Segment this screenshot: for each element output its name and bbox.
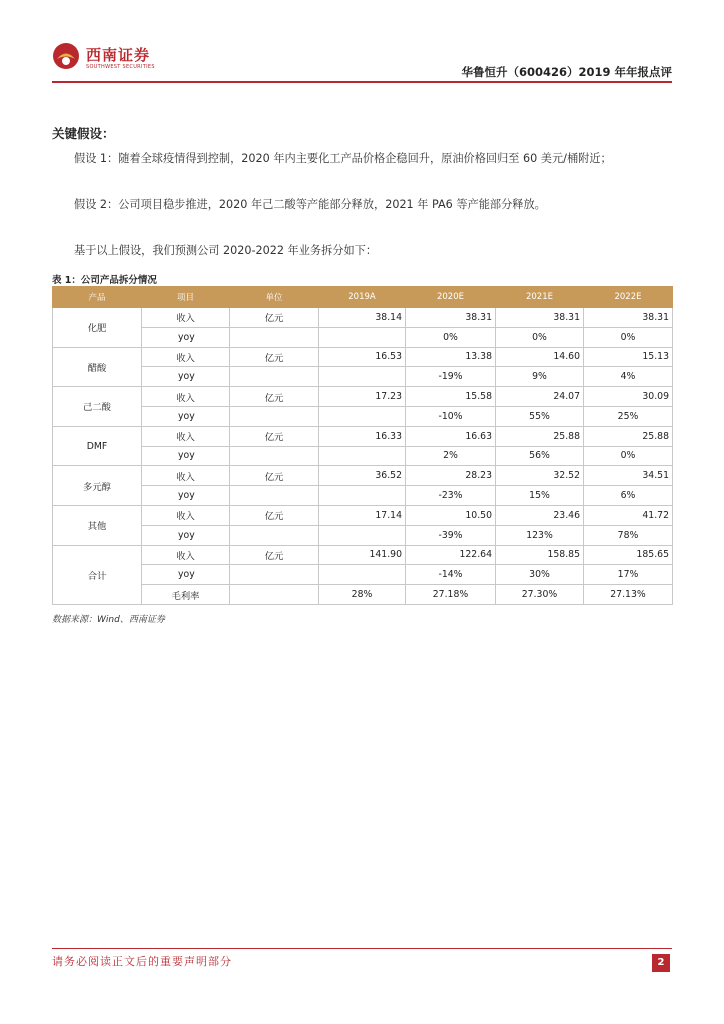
assumption-paragraph-1: 假设 1：随着全球疫情得到控制，2020 年内主要化工产品价格企稳回升，原油价格回归至 60 美元/桶附近； xyxy=(74,152,612,165)
value-cell-y2022: 30.09 xyxy=(584,387,673,407)
table-row xyxy=(53,505,673,525)
value-cell-y2022: 38.31 xyxy=(584,308,673,328)
southwest-securities-logo-icon xyxy=(52,42,80,70)
value-cell-y2019 xyxy=(319,367,406,387)
value-cell-y2019 xyxy=(319,525,406,545)
value-cell-y2020: -10% xyxy=(406,406,496,426)
value-cell-y2021: 15% xyxy=(496,486,584,506)
value-cell-y2020: -19% xyxy=(406,367,496,387)
table-row xyxy=(53,466,673,486)
value-cell-y2022: 0% xyxy=(584,446,673,466)
footer-divider xyxy=(52,948,672,949)
value-cell-y2022: 25% xyxy=(584,406,673,426)
unit-cell xyxy=(230,406,319,426)
table-row xyxy=(53,426,673,446)
item-cell: 收入 xyxy=(142,466,230,486)
value-cell-y2021: 123% xyxy=(496,525,584,545)
header-divider xyxy=(52,81,672,83)
section-heading: 关键假设： xyxy=(52,126,115,141)
value-cell-y2020: 28.23 xyxy=(406,466,496,486)
unit-cell xyxy=(230,585,319,605)
product-cell: 合计 xyxy=(53,545,142,604)
table-title: 表 1：公司产品拆分情况 xyxy=(52,275,157,286)
value-cell-y2020: 38.31 xyxy=(406,308,496,328)
value-cell-y2020: 2% xyxy=(406,446,496,466)
product-cell: 己二酸 xyxy=(53,387,142,427)
forecast-intro-paragraph: 基于以上假设，我们预测公司 2020-2022 年业务拆分如下： xyxy=(74,244,378,257)
value-cell-y2021: 27.30% xyxy=(496,585,584,605)
product-cell: 其他 xyxy=(53,505,142,545)
value-cell-y2019 xyxy=(319,327,406,347)
column-header: 单位 xyxy=(230,287,319,308)
table-header-row xyxy=(53,287,673,308)
item-cell: yoy xyxy=(142,565,230,585)
table-row xyxy=(53,525,673,545)
value-cell-y2019: 28% xyxy=(319,585,406,605)
value-cell-y2019: 38.14 xyxy=(319,308,406,328)
logo-english-name: SOUTHWEST SECURITIES xyxy=(86,64,155,70)
value-cell-y2021: 30% xyxy=(496,565,584,585)
value-cell-y2022: 25.88 xyxy=(584,426,673,446)
unit-cell: 亿元 xyxy=(230,505,319,525)
item-cell: yoy xyxy=(142,486,230,506)
value-cell-y2019: 16.53 xyxy=(319,347,406,367)
product-cell: 醋酸 xyxy=(53,347,142,387)
product-cell: DMF xyxy=(53,426,142,466)
value-cell-y2021: 14.60 xyxy=(496,347,584,367)
table-row xyxy=(53,308,673,328)
unit-cell: 亿元 xyxy=(230,387,319,407)
value-cell-y2020: 122.64 xyxy=(406,545,496,565)
value-cell-y2019 xyxy=(319,565,406,585)
value-cell-y2021: 158.85 xyxy=(496,545,584,565)
value-cell-y2019: 36.52 xyxy=(319,466,406,486)
value-cell-y2022: 4% xyxy=(584,367,673,387)
value-cell-y2022: 78% xyxy=(584,525,673,545)
table-row xyxy=(53,367,673,387)
company-logo xyxy=(52,42,162,76)
value-cell-y2022: 27.13% xyxy=(584,585,673,605)
value-cell-y2022: 185.65 xyxy=(584,545,673,565)
value-cell-y2022: 41.72 xyxy=(584,505,673,525)
product-cell: 多元醇 xyxy=(53,466,142,506)
value-cell-y2020: 0% xyxy=(406,327,496,347)
value-cell-y2021: 24.07 xyxy=(496,387,584,407)
item-cell: 收入 xyxy=(142,347,230,367)
footer-disclaimer: 请务必阅读正文后的重要声明部分 xyxy=(52,955,232,968)
value-cell-y2021: 23.46 xyxy=(496,505,584,525)
unit-cell xyxy=(230,486,319,506)
column-header: 2022E xyxy=(584,287,673,308)
unit-cell: 亿元 xyxy=(230,545,319,565)
table-row xyxy=(53,446,673,466)
value-cell-y2020: 10.50 xyxy=(406,505,496,525)
unit-cell: 亿元 xyxy=(230,426,319,446)
item-cell: yoy xyxy=(142,525,230,545)
data-source-note: 数据来源：Wind、西南证券 xyxy=(52,615,165,625)
report-title: 华鲁恒升（600426）2019 年年报点评 xyxy=(461,65,672,79)
value-cell-y2022: 17% xyxy=(584,565,673,585)
item-cell: 收入 xyxy=(142,426,230,446)
table-row xyxy=(53,585,673,605)
item-cell: 收入 xyxy=(142,308,230,328)
value-cell-y2019: 141.90 xyxy=(319,545,406,565)
value-cell-y2019: 17.23 xyxy=(319,387,406,407)
unit-cell xyxy=(230,367,319,387)
value-cell-y2019 xyxy=(319,486,406,506)
column-header: 2020E xyxy=(406,287,496,308)
value-cell-y2021: 25.88 xyxy=(496,426,584,446)
unit-cell xyxy=(230,446,319,466)
column-header: 2021E xyxy=(496,287,584,308)
value-cell-y2021: 32.52 xyxy=(496,466,584,486)
item-cell: 毛利率 xyxy=(142,585,230,605)
page-number: 2 xyxy=(652,954,670,972)
value-cell-y2022: 0% xyxy=(584,327,673,347)
unit-cell: 亿元 xyxy=(230,466,319,486)
item-cell: yoy xyxy=(142,327,230,347)
table-row xyxy=(53,565,673,585)
unit-cell xyxy=(230,525,319,545)
assumption-paragraph-2: 假设 2：公司项目稳步推进，2020 年己二酸等产能部分释放，2021 年 PA6 等产能部分释放。 xyxy=(74,198,546,211)
value-cell-y2020: 27.18% xyxy=(406,585,496,605)
table-body xyxy=(53,308,673,605)
table-row xyxy=(53,406,673,426)
value-cell-y2021: 0% xyxy=(496,327,584,347)
value-cell-y2022: 34.51 xyxy=(584,466,673,486)
value-cell-y2022: 6% xyxy=(584,486,673,506)
value-cell-y2021: 56% xyxy=(496,446,584,466)
product-cell: 化肥 xyxy=(53,308,142,348)
column-header: 产品 xyxy=(53,287,142,308)
item-cell: 收入 xyxy=(142,545,230,565)
column-header: 2019A xyxy=(319,287,406,308)
item-cell: yoy xyxy=(142,406,230,426)
table-row xyxy=(53,327,673,347)
value-cell-y2020: -14% xyxy=(406,565,496,585)
value-cell-y2020: 16.63 xyxy=(406,426,496,446)
item-cell: 收入 xyxy=(142,505,230,525)
value-cell-y2021: 38.31 xyxy=(496,308,584,328)
table-row xyxy=(53,486,673,506)
value-cell-y2019 xyxy=(319,406,406,426)
product-breakdown-table xyxy=(52,286,673,605)
logo-chinese-name: 西南证券 xyxy=(86,46,151,64)
column-header: 项目 xyxy=(142,287,230,308)
unit-cell xyxy=(230,327,319,347)
value-cell-y2019: 16.33 xyxy=(319,426,406,446)
item-cell: yoy xyxy=(142,446,230,466)
table-row xyxy=(53,545,673,565)
unit-cell xyxy=(230,565,319,585)
unit-cell: 亿元 xyxy=(230,347,319,367)
value-cell-y2020: 13.38 xyxy=(406,347,496,367)
item-cell: yoy xyxy=(142,367,230,387)
value-cell-y2020: 15.58 xyxy=(406,387,496,407)
unit-cell: 亿元 xyxy=(230,308,319,328)
value-cell-y2021: 55% xyxy=(496,406,584,426)
item-cell: 收入 xyxy=(142,387,230,407)
value-cell-y2021: 9% xyxy=(496,367,584,387)
table-row xyxy=(53,387,673,407)
value-cell-y2020: -23% xyxy=(406,486,496,506)
value-cell-y2019: 17.14 xyxy=(319,505,406,525)
table-row xyxy=(53,347,673,367)
value-cell-y2019 xyxy=(319,446,406,466)
value-cell-y2020: -39% xyxy=(406,525,496,545)
value-cell-y2022: 15.13 xyxy=(584,347,673,367)
